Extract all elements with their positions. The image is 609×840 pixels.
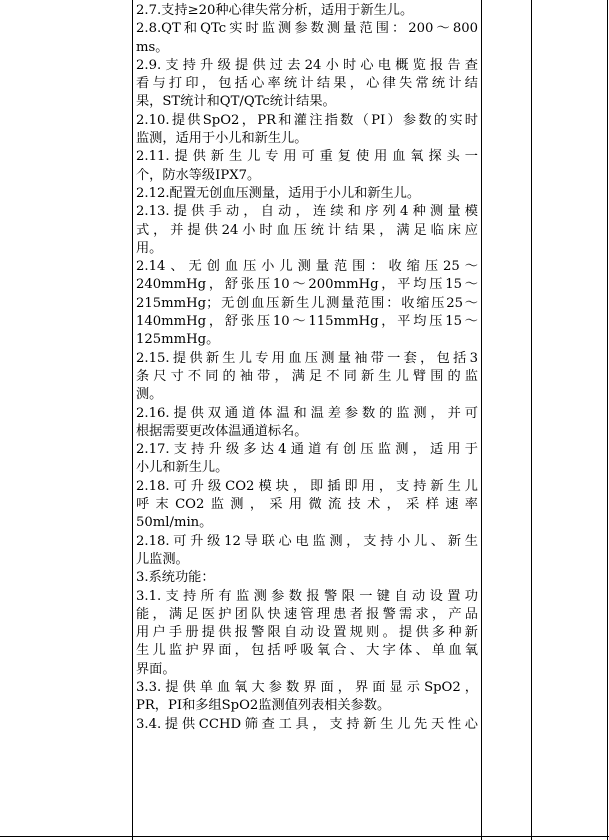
spec-line: 条尺寸不同的袖带，满足不同新生儿臂围的监 [136,368,478,384]
spec-line: 监测，适用于小儿和新生儿。 [136,131,308,147]
spec-line: 根据需要更改体温通道标名。 [136,423,308,439]
column-border [481,0,482,840]
spec-line: 50ml/min。 [136,515,213,531]
spec-line: 2.10.提供SpO2，PR和灌注指数（PI）参数的实时 [136,112,478,128]
spec-line: 2.15.提供新生儿专用血压测量袖带一套，包括3 [136,350,478,366]
column-border [132,0,133,840]
spec-line: 个，防水等级IPX7。 [136,167,261,183]
spec-line: 3.4.提供CCHD筛查工具，支持新生儿先天性心 [136,716,478,732]
spec-line: 2.17.支持升级多达4通道有创压监测，适用于 [136,442,478,458]
spec-line: 3.系统功能： [136,570,215,586]
spec-line: 3.3.提供单血氧大参数界面，界面显示SpO2， [136,679,478,695]
spec-line: 2.9.支持升级提供过去24小时心电概览报告查 [136,57,478,73]
spec-line: 用户手册提供报警限自动设置规则。提供多种新 [136,625,478,641]
spec-line: 2.13.提供手动，自动，连续和序列4种测量模 [136,204,478,220]
spec-line: 3.1.支持所有监测参数报警限一键自动设置功 [136,588,478,604]
spec-line: 2.18.可升级CO2模块，即插即用，支持新生儿 [136,478,478,494]
spec-line: 看与打印，包括心率统计结果，心律失常统计结 [136,76,478,92]
spec-line: 果，ST统计和QT/QTc统计结果。 [136,94,336,110]
spec-line: 儿监测。 [136,551,189,567]
spec-line: 呼末CO2监测，采用微流技术，采样速率 [136,497,478,513]
spec-line: 2.11.提供新生儿专用可重复使用血氧探头一 [136,149,478,165]
spec-cell-text [136,2,478,734]
spec-line: 小儿和新生儿。 [136,460,229,476]
row-border [0,836,609,837]
spec-line: 2.12.配置无创血压测量，适用于小儿和新生儿。 [136,185,421,201]
column-border [531,0,532,840]
spec-line: 用。 [136,240,163,256]
spec-line: 能，满足医护团队快速管理患者报警需求，产品 [136,606,478,622]
spec-line: PR，PI和多组SpO2监测值列表相关参数。 [136,698,391,714]
spec-line: 215mmHg；无创血压新生儿测量范围：收缩压25～ [136,295,478,311]
spec-line: 2.8.QT和QTc实时监测参数测量范围：200～800 [136,21,478,37]
spec-line: 式，并提供24小时血压统计结果，满足临床应 [136,222,478,238]
spec-line: 界面。 [136,661,176,677]
spec-line: 2.16.提供双通道体温和温差参数的监测，并可 [136,405,478,421]
spec-line: 2.14、无创血压小儿测量范围：收缩压25～ [136,259,478,275]
spec-line: 2.7.支持≥20种心律失常分析，适用于新生儿。 [136,3,414,18]
column-border [607,0,608,840]
spec-line: 生儿监护界面，包括呼吸氧合、大字体、单血氧 [136,643,478,659]
spec-line: 125mmHg。 [136,332,220,348]
spec-line: 2.18.可升级12导联心电监测，支持小儿、新生 [136,533,478,549]
spec-line: 测。 [136,387,163,403]
spec-line: 140mmHg，舒张压10～115mmHg，平均压15～ [136,314,478,330]
spec-line: ms。 [136,39,169,55]
spec-line: 240mmHg，舒张压10～200mmHg，平均压15～ [136,277,478,293]
